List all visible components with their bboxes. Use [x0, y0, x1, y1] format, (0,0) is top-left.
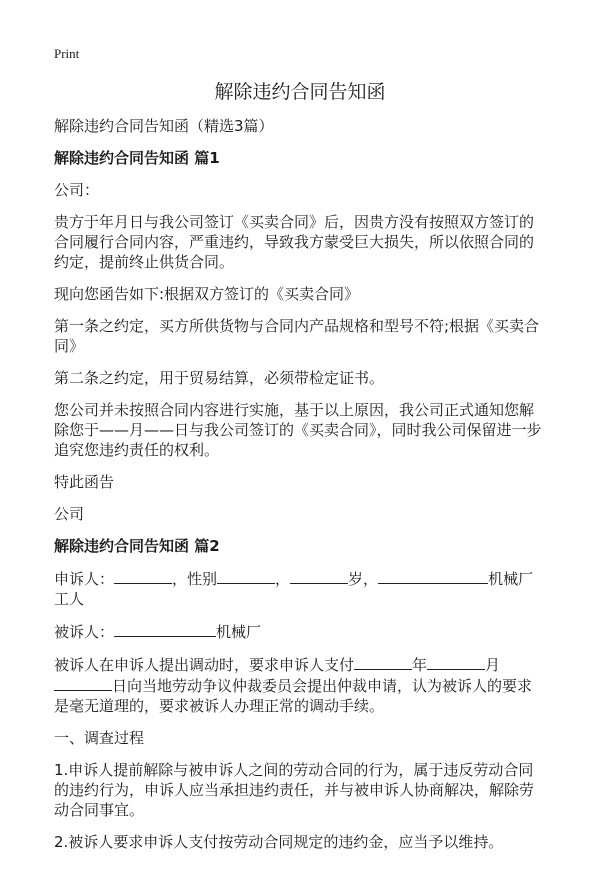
month-blank	[427, 654, 485, 670]
signature: 公司	[54, 505, 85, 523]
name-blank	[114, 568, 172, 584]
complainant-line	[54, 568, 546, 609]
subtitle: 解除违约合同告知函（精选3篇）	[54, 117, 274, 135]
workplace-blank	[378, 568, 488, 584]
gender-blank	[217, 568, 275, 584]
paragraph: 第一条之约定，买方所供货物与合同内产品规格和型号不符;根据《买卖合同》	[54, 317, 540, 355]
paragraph	[54, 654, 546, 716]
year-blank	[354, 654, 412, 670]
label: 被诉人：	[54, 623, 115, 641]
age-blank	[290, 568, 348, 584]
text: 机械厂工人	[54, 570, 534, 608]
text: 日向当地劳动争议仲裁委员会提出仲裁申请，认为被诉人的要求是毫无道理的，要求被诉人办理正常的调动手续。	[54, 677, 533, 715]
article1-heading: 解除违约合同告知函 篇1	[54, 149, 220, 167]
text: 被诉人在申诉人提出调动时，要求申诉人支付	[54, 656, 355, 674]
text: ，	[275, 570, 291, 588]
paragraph: 贵方于年月日与我公司签订《买卖合同》后，因贵方没有按照双方签订的合同履行合同内容，严重违约，导致我方蒙受巨大损失，所以依照合同的约定，提前终止供货合同。	[54, 213, 535, 271]
paragraph: 第二条之约定，用于贸易结算，必须带检定证书。	[54, 369, 385, 387]
section-heading: 一、调查过程	[54, 729, 145, 747]
print-link[interactable]: Print	[54, 46, 80, 61]
text: 机械厂	[216, 623, 262, 641]
label: 申诉人：	[54, 570, 115, 588]
paragraph: 现向您函告如下:根据双方签订的《买卖合同》	[54, 285, 360, 303]
respondent-line	[54, 621, 546, 642]
list-item: 2.被诉人要求申诉人支付按劳动合同规定的违约金，应当予以维持。	[54, 833, 504, 851]
paragraph: 您公司并未按照合同内容进行实施，基于以上原因，我公司正式通知您解除您于——月——日与我公司签订的《买卖合同》，同时我公司保留进一步追究您违约责任的权利。	[54, 401, 542, 459]
day-blank	[54, 675, 112, 691]
document-title: 解除违约合同告知函	[214, 81, 386, 103]
list-item: 1.申诉人提前解除与被申诉人之间的劳动合同的行为，属于违反劳动合同的违约行为，申诉人应当承担违约责任，并与被申诉人协商解决，解除劳动合同事宜。	[54, 761, 535, 819]
text: 月	[485, 656, 501, 674]
salutation: 公司：	[54, 181, 100, 199]
text: 岁，	[348, 570, 379, 588]
text: ，性别	[172, 570, 218, 588]
respondent-blank	[114, 621, 216, 637]
text: 年	[412, 656, 428, 674]
closing: 特此函告	[54, 473, 115, 491]
article2-heading: 解除违约合同告知函 篇2	[54, 537, 220, 555]
